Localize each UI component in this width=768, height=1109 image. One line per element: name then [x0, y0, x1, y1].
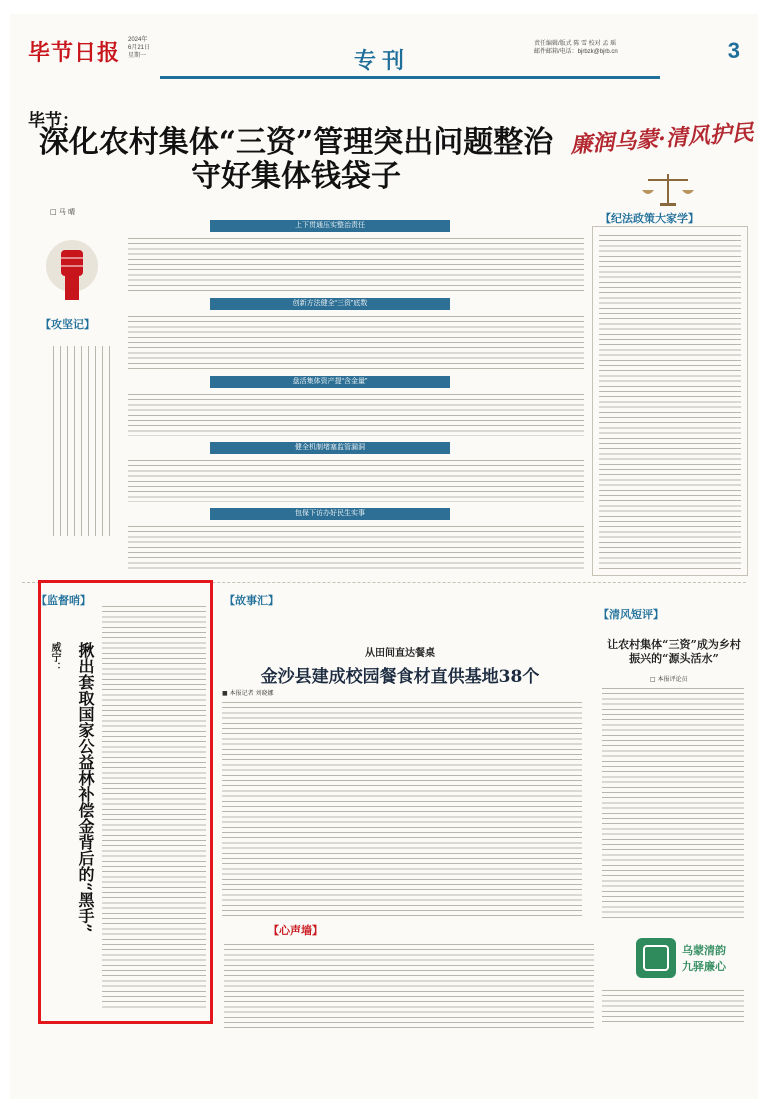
gushi-kicker: 从田间直达餐桌: [365, 648, 435, 659]
tag-jifa: 【纪法政策大家学】: [600, 213, 699, 225]
qingfeng-byline: □ 本报评论员: [650, 676, 688, 683]
gongjian-column-text: [50, 346, 114, 536]
article-body-3: [128, 392, 584, 436]
issue-date: 2024年 6月21日 星期一: [128, 37, 151, 59]
tag-jiandu: 【监督哨】: [36, 595, 91, 607]
highlight-frame: [38, 580, 213, 1024]
qingfeng-body: [602, 686, 744, 918]
qingfeng-title: 让农村集体“三资”成为乡村振兴的“源头活水”: [607, 638, 741, 665]
tag-qingfeng: 【清风短评】: [598, 609, 664, 621]
jiandu-kicker: 威宁：: [49, 642, 60, 672]
tag-xinyu: 【心声墙】: [268, 925, 323, 937]
article-body-4: [128, 458, 584, 502]
badge-line1: 乌蒙清韵: [682, 944, 726, 957]
article-body-1: [128, 236, 584, 292]
section-title: 专刊: [354, 48, 411, 74]
jiandu-title: 揪出套取国家公益林补偿金背后的“黑手”: [76, 642, 95, 933]
subhead-4: 健全机制堵塞监管漏洞: [210, 442, 450, 454]
campaign-badge: [634, 934, 744, 982]
section-divider: [160, 76, 660, 79]
jifa-sidebar: [592, 226, 748, 576]
newspaper-page: [10, 14, 758, 1099]
subhead-3: 盘活集体资产提“含金量”: [210, 376, 450, 388]
article-body-2: [128, 314, 584, 370]
headline-byline: □ 马 晴: [50, 208, 76, 216]
gushi-title: 金沙县建成校园餐食材直供基地38个: [260, 667, 540, 687]
jifa-body: [599, 233, 741, 569]
gushi-byline: ■ 本报记者 刘晓娜: [222, 690, 274, 697]
headline-kicker: 毕节：: [28, 111, 79, 131]
subhead-5: 包保下访办好民生实事: [210, 508, 450, 520]
tag-gongjian: 【攻坚记】: [40, 319, 95, 331]
article-body-5: [128, 524, 584, 570]
headline-main: 深化农村集体“三资”管理突出问题整治 守好集体钱袋子: [38, 125, 554, 194]
campaign-slogan: 廉润乌蒙·清风护民: [569, 119, 755, 159]
subhead-1: 上下贯通压实整治责任: [210, 220, 450, 232]
badge-caption-body: [602, 988, 744, 1026]
tag-gushi: 【故事汇】: [224, 595, 279, 607]
xinyu-body: [224, 942, 594, 1030]
justice-scale-icon: [638, 170, 698, 208]
seal-icon: [634, 936, 678, 980]
page-number: 3: [727, 38, 740, 63]
editors-info: 责任编辑/版式 陈 雪 校对 孟 瑶 邮件邮箱/电话：bjrbzk@bjrb.cn: [534, 41, 618, 55]
gushi-body: [222, 700, 582, 918]
newspaper-logo: 毕节日报: [28, 40, 121, 66]
subhead-2: 创新方法健全“三资”底数: [210, 298, 450, 310]
raised-fist-icon: [44, 236, 100, 306]
badge-line2: 九驿廉心: [682, 960, 726, 973]
